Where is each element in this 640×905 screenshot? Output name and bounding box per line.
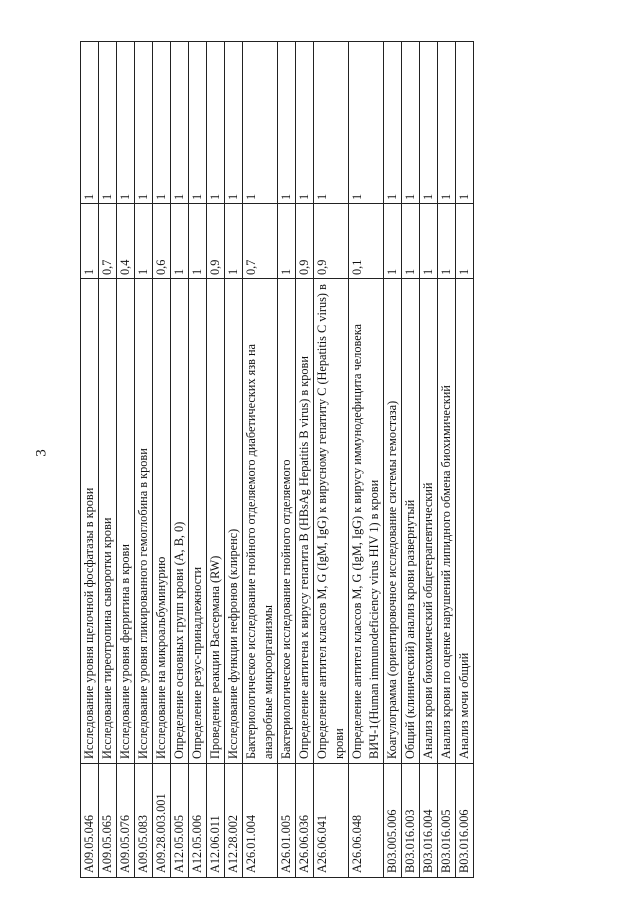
service-name-cell: Исследование уровня гликированного гемоглобина в крови (135, 279, 153, 764)
table-row (420, 42, 438, 878)
service-name-cell: Исследование на микроальбуминурию (153, 279, 171, 764)
frequency-cell: 1 (420, 204, 438, 279)
service-code-cell: A12.05.006 (189, 764, 207, 878)
service-name-cell: Общий (клинический) анализ крови развернутый (402, 279, 420, 764)
multiplicity-cell: 1 (349, 42, 384, 204)
table-row (296, 42, 314, 878)
service-code-cell: A09.05.083 (135, 764, 153, 878)
service-code-cell: A26.06.036 (296, 764, 314, 878)
service-name-cell: Коагулограмма (ориентировочное исследование системы гемостаза) (384, 279, 402, 764)
frequency-cell: 1 (384, 204, 402, 279)
table-row (81, 42, 99, 878)
service-code-cell: A12.28.002 (225, 764, 243, 878)
service-code-cell: A09.05.046 (81, 764, 99, 878)
service-name-cell: Проведение реакции Вассермана (RW) (207, 279, 225, 764)
services-table-rotated (80, 42, 540, 878)
multiplicity-cell: 1 (189, 42, 207, 204)
service-code-cell: B03.016.006 (456, 764, 474, 878)
service-name-cell: Анализ мочи общий (456, 279, 474, 764)
table-row (99, 42, 117, 878)
frequency-cell: 0,9 (314, 204, 349, 279)
table-row (384, 42, 402, 878)
multiplicity-cell: 1 (99, 42, 117, 204)
service-name-cell: Анализ крови биохимический общетерапевтический (420, 279, 438, 764)
multiplicity-cell: 1 (81, 42, 99, 204)
multiplicity-cell: 1 (225, 42, 243, 204)
table-row (438, 42, 456, 878)
table-row (456, 42, 474, 878)
service-name-cell: Определение резус-принадлежности (189, 279, 207, 764)
service-code-cell: A12.05.005 (171, 764, 189, 878)
multiplicity-cell: 1 (171, 42, 189, 204)
frequency-cell: 1 (171, 204, 189, 279)
services-table-body (81, 42, 474, 878)
service-name-cell: Определение антител классов M, G (IgM, IgG) к вирусному гепатиту C (Hepatitis C virus) в крови (314, 279, 349, 764)
multiplicity-cell: 1 (117, 42, 135, 204)
service-name-cell: Бактериологическое исследование гнойного отделяемого диабетических язв на анаэробные микроорганизмы (243, 279, 278, 764)
service-code-cell: B03.016.003 (402, 764, 420, 878)
service-code-cell: A26.01.005 (278, 764, 296, 878)
table-row (207, 42, 225, 878)
frequency-cell: 1 (225, 204, 243, 279)
table-row (402, 42, 420, 878)
multiplicity-cell: 1 (278, 42, 296, 204)
multiplicity-cell: 1 (456, 42, 474, 204)
frequency-cell: 1 (81, 204, 99, 279)
multiplicity-cell: 1 (314, 42, 349, 204)
multiplicity-cell: 1 (135, 42, 153, 204)
table-row (349, 42, 384, 878)
frequency-cell: 1 (456, 204, 474, 279)
multiplicity-cell: 1 (243, 42, 278, 204)
multiplicity-cell: 1 (153, 42, 171, 204)
table-row (278, 42, 296, 878)
frequency-cell: 0,4 (117, 204, 135, 279)
multiplicity-cell: 1 (438, 42, 456, 204)
frequency-cell: 0,9 (207, 204, 225, 279)
frequency-cell: 0,7 (243, 204, 278, 279)
service-name-cell: Исследование функции нефронов (клиренс) (225, 279, 243, 764)
frequency-cell: 1 (402, 204, 420, 279)
multiplicity-cell: 1 (207, 42, 225, 204)
page-number: 3 (33, 449, 50, 457)
multiplicity-cell: 1 (296, 42, 314, 204)
table-row (135, 42, 153, 878)
service-name-cell: Анализ крови по оценке нарушений липидного обмена биохимический (438, 279, 456, 764)
table-row (189, 42, 207, 878)
table-row (117, 42, 135, 878)
service-name-cell: Исследование уровня щелочной фосфатазы в крови (81, 279, 99, 764)
service-name-cell: Исследование уровня ферритина в крови (117, 279, 135, 764)
service-code-cell: B03.016.005 (438, 764, 456, 878)
frequency-cell: 1 (278, 204, 296, 279)
frequency-cell: 0,9 (296, 204, 314, 279)
frequency-cell: 1 (135, 204, 153, 279)
multiplicity-cell: 1 (384, 42, 402, 204)
table-row (314, 42, 349, 878)
service-code-cell: A26.06.048 (349, 764, 384, 878)
frequency-cell: 1 (438, 204, 456, 279)
service-code-cell: A26.01.004 (243, 764, 278, 878)
service-code-cell: A09.28.003.001 (153, 764, 171, 878)
service-code-cell: A09.05.076 (117, 764, 135, 878)
table-row (243, 42, 278, 878)
service-code-cell: A12.06.011 (207, 764, 225, 878)
multiplicity-cell: 1 (402, 42, 420, 204)
service-code-cell: A09.05.065 (99, 764, 117, 878)
frequency-cell: 0,1 (349, 204, 384, 279)
table-row (225, 42, 243, 878)
services-table (80, 41, 474, 878)
service-name-cell: Определение антител классов M, G (IgM, IgG) к вирусу иммунодефицита человека ВИЧ-1(Human immunodeficiency virus HIV 1) в крови (349, 279, 384, 764)
table-row (171, 42, 189, 878)
service-code-cell: B03.016.004 (420, 764, 438, 878)
service-code-cell: A26.06.041 (314, 764, 349, 878)
frequency-cell: 0,6 (153, 204, 171, 279)
service-code-cell: B03.005.006 (384, 764, 402, 878)
frequency-cell: 0,7 (99, 204, 117, 279)
service-name-cell: Бактериологическое исследование гнойного отделяемого (278, 279, 296, 764)
service-name-cell: Исследование тиреотропина сыворотки крови (99, 279, 117, 764)
table-row (153, 42, 171, 878)
multiplicity-cell: 1 (420, 42, 438, 204)
service-name-cell: Определение основных групп крови (A, B, 0) (171, 279, 189, 764)
service-name-cell: Определение антигена к вирусу гепатита B (HBsAg Hepatitis B virus) в крови (296, 279, 314, 764)
frequency-cell: 1 (189, 204, 207, 279)
